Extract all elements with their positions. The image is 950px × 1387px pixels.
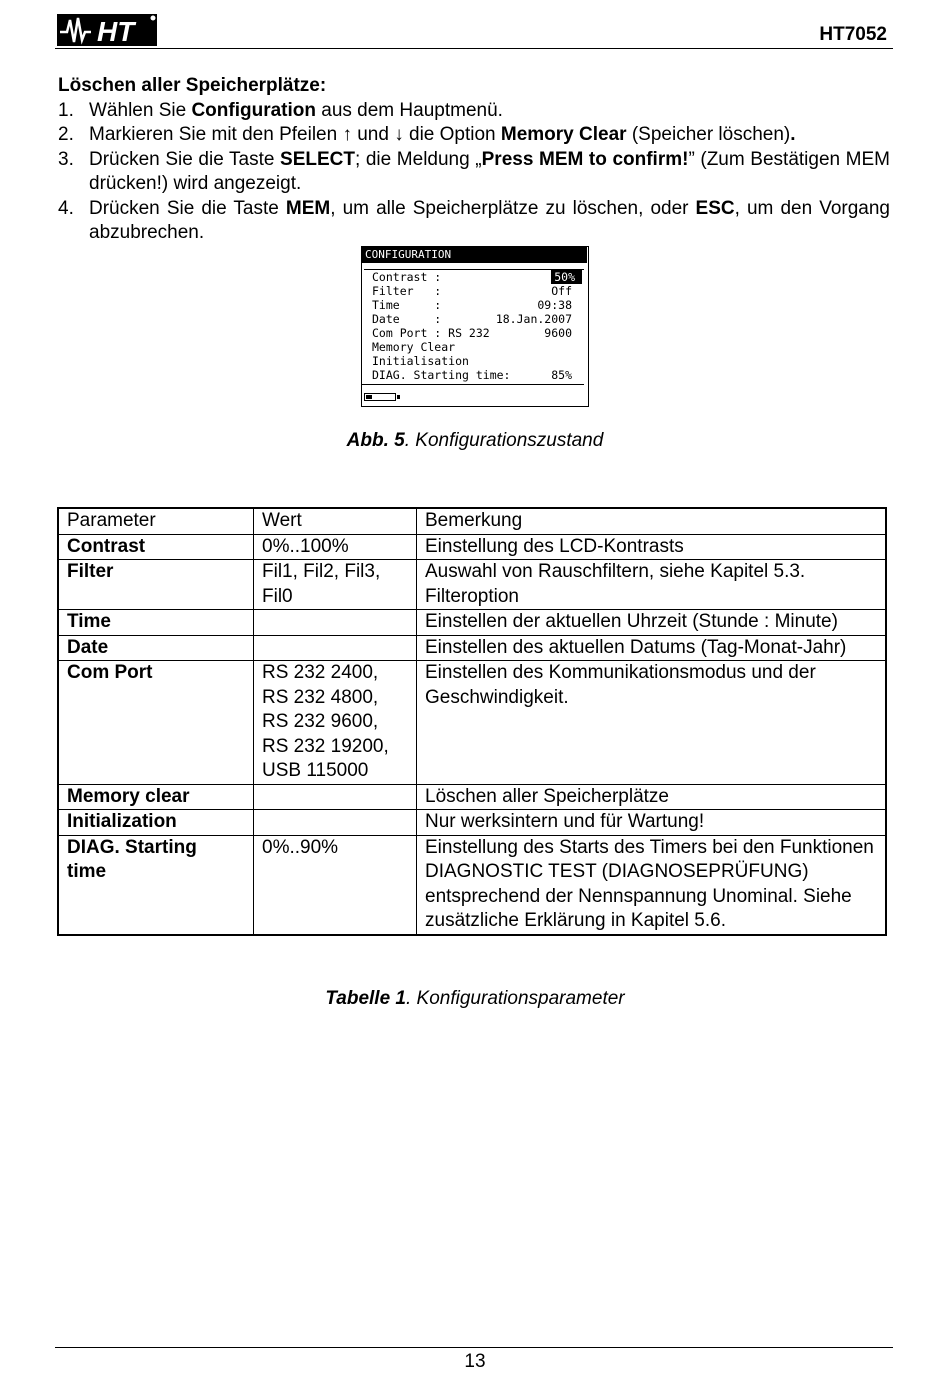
- config-parameter-table: [57, 507, 887, 936]
- step-text: Drücken Sie die Taste: [89, 148, 281, 170]
- arrow-up-icon: ↑: [342, 124, 352, 145]
- lcd-value: 85%: [551, 368, 572, 382]
- table-cell-param: Memory clear: [58, 784, 254, 810]
- procedure-steps: [58, 99, 890, 246]
- step-text: ” (Zum Bestätigen MEM drücken!) wird angezeigt.: [89, 148, 891, 194]
- lcd-row-diag: [364, 368, 584, 382]
- step-keyword: Press MEM to confirm!: [481, 148, 689, 170]
- table-cell-param: Time: [58, 610, 254, 636]
- table-cell-param: Date: [58, 635, 254, 661]
- step-keyword: Memory Clear: [500, 124, 627, 145]
- table-header-row: [58, 508, 886, 534]
- table-row: [58, 784, 886, 810]
- step-text: aus dem Hauptmenü.: [315, 99, 503, 121]
- table-row: [58, 534, 886, 560]
- lcd-row-initialisation: [364, 354, 584, 368]
- table-cell-param: Filter: [58, 560, 254, 610]
- table-header-cell: Wert: [254, 508, 417, 534]
- lcd-value: 9600: [544, 326, 572, 340]
- lcd-row-date: [364, 312, 584, 326]
- lcd-menu-list: [364, 269, 584, 382]
- table-cell-value: [254, 784, 417, 810]
- step-1: [58, 99, 890, 124]
- table-cell-remark: Nur werksintern und für Wartung!: [417, 810, 887, 836]
- step-keyword: MEM: [285, 197, 331, 219]
- step-text: Drücken Sie die Taste: [89, 197, 286, 219]
- lcd-row-filter: [364, 284, 584, 298]
- table-caption-text: . Konfigurationsparameter: [406, 988, 625, 1009]
- step-4: [58, 197, 890, 246]
- figure-caption-label: Abb. 5: [346, 430, 405, 451]
- lcd-row-time: [364, 298, 584, 312]
- table-cell-param: Com Port: [58, 661, 254, 785]
- table-caption-label: Tabelle 1: [325, 988, 406, 1009]
- table-cell-remark: Löschen aller Speicherplätze: [417, 784, 887, 810]
- footer-rule: [55, 1347, 893, 1348]
- model-number: HT7052: [819, 24, 887, 45]
- table-row: [58, 610, 886, 636]
- table-row: [58, 661, 886, 785]
- table-row: [58, 635, 886, 661]
- arrow-down-icon: ↓: [394, 124, 404, 145]
- procedure-heading: Löschen aller Speicherplätze:: [58, 75, 327, 96]
- step-text: Wählen Sie: [89, 99, 192, 121]
- step-text: , um alle Speicherplätze zu löschen, oder: [330, 197, 696, 219]
- table-cell-value: [254, 810, 417, 836]
- step-3: [58, 148, 890, 197]
- lcd-label: Time :: [372, 298, 442, 312]
- lcd-title: CONFIGURATION: [362, 247, 587, 263]
- lcd-row-memory-clear: [364, 340, 584, 354]
- lcd-label: Filter :: [372, 284, 442, 298]
- page-header: [55, 8, 893, 49]
- table-row: [58, 835, 886, 935]
- lcd-row-com-port: [364, 326, 584, 340]
- table-cell-remark: Auswahl von Rauschfiltern, siehe Kapitel 5.3. Filteroption: [417, 560, 887, 610]
- table-cell-value: 0%..90%: [254, 835, 417, 935]
- table-cell-value: [254, 635, 417, 661]
- ht-logo: [57, 14, 157, 48]
- step-text: und: [351, 124, 395, 145]
- table-cell-value: [254, 610, 417, 636]
- lcd-label: Date :: [372, 312, 442, 326]
- step-keyword: SELECT: [280, 148, 355, 170]
- table-cell-value: 0%..100%: [254, 534, 417, 560]
- table-cell-remark: Einstellen des aktuellen Datums (Tag-Monat-Jahr): [417, 635, 887, 661]
- table-cell-remark: Einstellung des LCD-Kontrasts: [417, 534, 887, 560]
- table-cell-remark: Einstellen der aktuellen Uhrzeit (Stunde : Minute): [417, 610, 887, 636]
- step-text: .: [790, 124, 796, 145]
- step-number: 4.: [58, 197, 74, 219]
- page-number: 13: [464, 1351, 486, 1372]
- step-2: [58, 123, 890, 148]
- step-number: 1.: [58, 99, 74, 121]
- step-text: die Option: [403, 124, 501, 145]
- lcd-value: 50%: [551, 270, 582, 284]
- step-keyword: ESC: [695, 197, 735, 219]
- step-text: ; die Meldung „: [354, 148, 482, 170]
- table-cell-remark: Einstellung des Starts des Timers bei den Funktionen DIAGNOSTIC TEST (DIAGNOSEPRÜFUNG) entsprechend der Nennspannung Unominal. Siehe zusätzliche Erklärung in Kapitel 5.6.: [417, 835, 887, 935]
- lcd-label: Com Port : RS 232: [372, 326, 490, 340]
- lcd-label: Memory Clear: [372, 340, 456, 354]
- svg-text:HT: HT: [97, 16, 135, 47]
- lcd-value: Off: [551, 284, 572, 298]
- table-cell-value: RS 232 2400, RS 232 4800, RS 232 9600, RS 232 19200, USB 115000: [254, 661, 417, 785]
- lcd-label: Initialisation: [372, 354, 469, 368]
- lcd-screenshot: [361, 246, 589, 407]
- table-cell-param: DIAG. Starting time: [58, 835, 254, 935]
- step-number: 3.: [58, 148, 74, 170]
- table-cell-remark: Einstellen des Kommunikationsmodus und der Geschwindigkeit.: [417, 661, 887, 785]
- table-header-cell: Parameter: [58, 508, 254, 534]
- step-number: 2.: [58, 124, 74, 145]
- step-text: (Speicher löschen): [626, 124, 791, 145]
- table-row: [58, 560, 886, 610]
- step-text: Markieren Sie mit den Pfeilen: [89, 124, 343, 145]
- procedure-section: [58, 74, 890, 246]
- lcd-value: 18.Jan.2007: [495, 312, 572, 326]
- figure-caption-text: . Konfigurationszustand: [404, 430, 604, 451]
- step-text: , um den Vorgang abzubrechen.: [89, 197, 890, 243]
- table-header-cell: Bemerkung: [417, 508, 887, 534]
- battery-icon: [364, 393, 396, 401]
- figure-caption: [0, 430, 950, 452]
- table-row: [58, 810, 886, 836]
- lcd-row-contrast: [364, 270, 584, 284]
- lcd-divider: [362, 384, 584, 385]
- table-cell-param: Initialization: [58, 810, 254, 836]
- table-caption: [0, 988, 950, 1010]
- lcd-label: DIAG. Starting time:: [372, 368, 511, 382]
- step-keyword: Configuration: [191, 99, 316, 121]
- table-cell-param: Contrast: [58, 534, 254, 560]
- lcd-label: Contrast :: [372, 270, 442, 284]
- lcd-value: 09:38: [537, 298, 572, 312]
- table-cell-value: Fil1, Fil2, Fil3, Fil0: [254, 560, 417, 610]
